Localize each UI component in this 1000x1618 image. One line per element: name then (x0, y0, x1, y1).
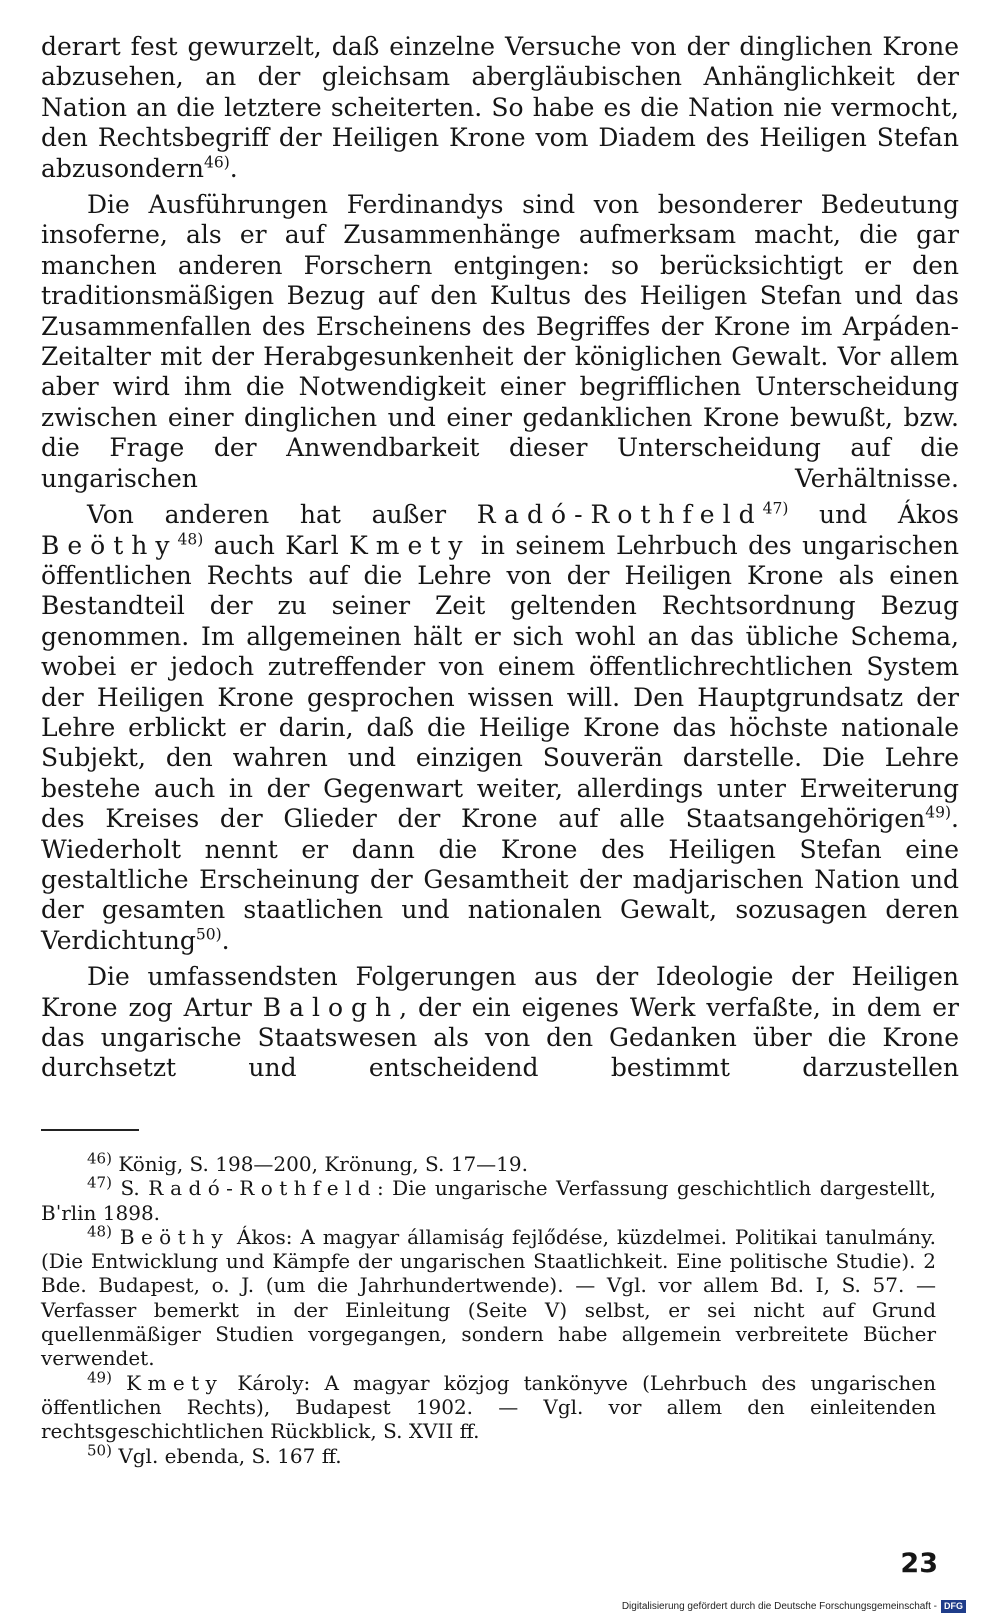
main-text (41, 32, 959, 1084)
paragraph-3: Von anderen hat außer Radó-Rothfeld$^{47)}$ und Ákos Beöthy$^{48)}$ auch Karl Kmety in seinem Lehrbuch des ungarischen öffentlichen Rechts auf die Lehre von der Heiligen Krone als einen Bestandteil der zu seiner Zeit geltenden Rechtsordnung Bezug genommen. Im allgemeinen hält er sich wohl an das übliche Schema, wobei er jedoch zutreffender von einem öffentlichrechtlichen System der Heiligen Krone gesprochen wissen will. Den Hauptgrundsatz der Lehre erblickt er darin, daß die Heilige Krone das höchste nationale Subjekt, den wahren und einzigen Souverän darstelle. Die Lehre bestehe auch in der Gegenwart weiter, allerdings unter Erweiterung des Kreises der Glieder der Krone auf alle Staatsangehörigen$^{49)}$. Wiederholt nennt er dann die Krone des Heiligen Stefan eine gestaltliche Erscheinung der Gesamtheit der madjarischen Nation und der gesamten staatlichen und nationalen Gewalt, sozusagen deren Verdichtung$^{50)}$. (41, 499, 959, 955)
author-name-kmety: Kmety (349, 530, 471, 560)
footnote-ref-48[interactable]: 48) (177, 530, 204, 549)
footnote-49: $^{49)}$ Kmety Károly: A magyar közjog tankönyve (Lehrbuch des ungarischen öffentlichen Rechts), Budapest 1902. — Vgl. vor allem den einleitenden rechtsgeschichtlichen Rückblick, S. XVII ff. (41, 1368, 936, 1444)
footnote-ref-46[interactable]: 46) (204, 153, 230, 172)
footnote-ref-47[interactable]: 47) (762, 499, 789, 518)
paragraph-2: Die Ausführungen Ferdinandys sind von besonderer Bedeutung insoferne, als er auf Zusammenhänge aufmerksam macht, die gar manchen anderen Forschern entgingen: so berücksichtigt er den traditionsmäßigen Bezug auf den Kultus des Heiligen Stefan und das Zusammenfallen des Erscheinens des Begriffes der Krone im Arpáden-Zeitalter mit der Herabgesunkenheit der königlichen Gewalt. Vor allem aber wird ihm die Notwendigkeit einer begrifflichen Unterscheidung zwischen einer dinglichen und einer gedanklichen Krone bewußt, bzw. die Frage der Anwendbarkeit dieser Unterscheidung auf die ungarischen Verhältnisse. (41, 190, 959, 493)
paragraph-1: derart fest gewurzelt, daß einzelne Versuche von der dinglichen Krone abzusehen, an der gleichsam abergläubischen Anhänglichkeit der Nation an die letztere scheiterten. So habe es die Nation nie vermocht, den Rechtsbegriff der Heiligen Krone vom Diadem des Heiligen Stefan abzusondern$^{46)}$. (41, 32, 959, 183)
page-number: 23 (900, 1548, 938, 1579)
author-name-balogh: Balogh (262, 992, 400, 1022)
footnote-48: $^{48)}$ Beöthy Ákos: A magyar államiság fejlődése, küzdelmei. Politikai tanulmány. (Die Entwicklung und Kämpfe der ungarischen Staatlichkeit. Eine politische Studie). 2 Bde. Budapest, o. J. (um die Jahrhundertwende). — Vgl. vor allem Bd. I, S. 57. — Verfasser bemerkt in der Einleitung (Seite V) selbst, er sei nicht auf Grund quellenmäßiger Studien vorgegangen, sondern habe allgemein verbreitete Bücher verwendet. (41, 1222, 936, 1371)
footnote-50: $^{50)}$ Vgl. ebenda, S. 167 ff. (87, 1440, 342, 1468)
digitization-credit: Digitalisierung gefördert durch die Deutsche Forschungsgemeinschaft - DFG (622, 1600, 966, 1613)
dfg-logo-icon: DFG (941, 1600, 966, 1613)
footnote-47: $^{47)}$ S. Radó-Rothfeld: Die ungarische Verfassung geschichtlich dargestellt, Bˈrlin 1898. (41, 1173, 937, 1225)
author-name-rado-rothfeld: Radó-Rothfeld (476, 500, 763, 530)
author-name-beothy: Beöthy (41, 530, 178, 560)
footnote-46: $^{46)}$ König, S. 198—200, Krönung, S. 17—19. (87, 1149, 528, 1176)
footnote-divider (41, 1129, 139, 1131)
footnotes (41, 1149, 937, 1468)
footnote-ref-49[interactable]: 49) (925, 803, 952, 822)
footnote-ref-50[interactable]: 50) (195, 925, 222, 944)
paragraph-4: Die umfassendsten Folgerungen aus der Ideologie der Heiligen Krone zog Artur Balogh, der ein eigenes Werk verfaßte, in dem er das ungarische Staatswesen als von den Gedanken über die Krone durchsetzt und entscheidend bestimmt darzustellen (41, 962, 960, 1083)
